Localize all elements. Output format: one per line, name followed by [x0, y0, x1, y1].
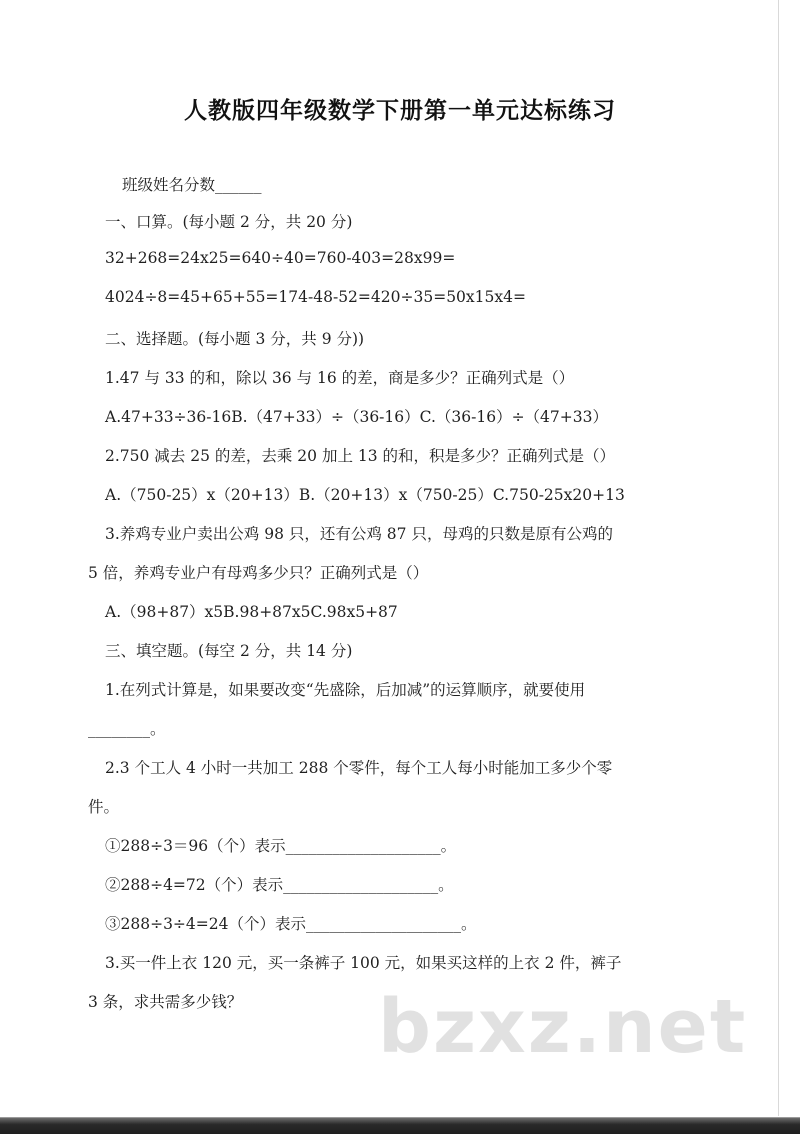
- fill-question-1-line-2: ________。: [88, 720, 166, 738]
- fill-question-2-line-1: 2.3 个工人 4 小时一共加工 288 个零件，每个工人每小时能加工多少个零: [105, 759, 613, 777]
- section-2-heading: 二、选择题。(每小题 3 分，共 9 分)): [105, 330, 365, 348]
- fill-question-2-line-2: 件。: [88, 798, 120, 816]
- fill-question-3-line-1: 3.买一件上衣 120 元，买一条裤子 100 元，如果买这样的上衣 2 件，裤子: [105, 954, 622, 972]
- choice-question-1: 1.47 与 33 的和，除以 36 与 16 的差，商是多少？正确列式是（）: [105, 369, 575, 387]
- fill-question-3-line-2: 3 条，求共需多少钱？: [88, 993, 243, 1011]
- student-info-line: 班级姓名分数______: [122, 176, 262, 194]
- fill-question-2-part-c: ③288÷3÷4=24（个）表示____________________。: [105, 915, 477, 933]
- choice-question-3-line-2: 5 倍，养鸡专业户有母鸡多少只？正确列式是（）: [88, 564, 429, 582]
- choice-question-1-options: A.47+33÷36-16B.（47+33）÷（36-16）C.（36-16）÷（47+33）: [105, 408, 608, 426]
- choice-question-3-line-1: 3.养鸡专业户卖出公鸡 98 只，还有公鸡 87 只，母鸡的只数是原有公鸡的: [105, 525, 613, 543]
- section-3-heading: 三、填空题。(每空 2 分，共 14 分): [105, 642, 353, 660]
- fill-question-2-part-a: ①288÷3＝96（个）表示____________________。: [105, 837, 457, 855]
- choice-question-3-options: A.（98+87）x5B.98+87x5C.98x5+87: [105, 603, 398, 621]
- viewer-bottom-bar: [0, 1118, 800, 1134]
- page-title: 人教版四年级数学下册第一单元达标练习: [184, 98, 616, 124]
- mental-math-row-1: 32+268=24x25=640÷40=760-403=28x99=: [105, 249, 456, 267]
- choice-question-2-options: A.（750-25）x（20+13）B.（20+13）x（750-25）C.750-25x20+13: [105, 486, 625, 504]
- site-watermark: bzxz.net: [378, 984, 748, 1070]
- choice-question-2: 2.750 减去 25 的差，去乘 20 加上 13 的和，积是多少？正确列式是（）: [105, 447, 616, 465]
- fill-question-1-line-1: 1.在列式计算是，如果要改变“先盛除，后加减”的运算顺序，就要使用: [105, 681, 586, 699]
- section-1-heading: 一、口算。(每小题 2 分，共 20 分): [105, 213, 353, 231]
- fill-question-2-part-b: ②288÷4=72（个）表示____________________。: [105, 876, 454, 894]
- mental-math-row-2: 4024÷8=45+65+55=174-48-52=420÷35=50x15x4=: [105, 288, 526, 306]
